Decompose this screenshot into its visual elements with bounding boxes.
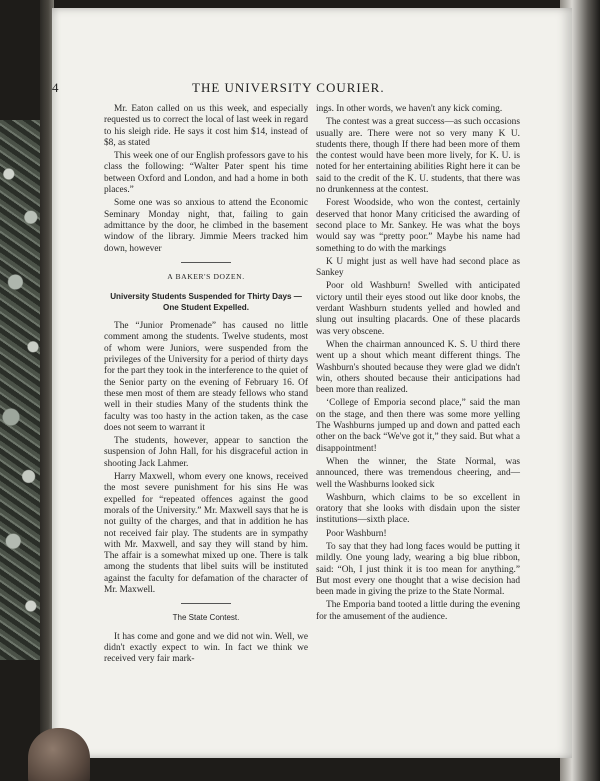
contest-subheading: The State Contest. [172,613,240,623]
contest-paragraph-washburn: Poor old Washburn! Swelled with anticipated victory until their eyes stood out like door knobs, the verdant Washburn students yelled and howled and slung out insulting placards. One of these placards was very obscene. [316,281,520,337]
contest-paragraph-woodside: Forest Woodside, who won the contest, certainly deserved that honor Many criticised the awarding of second place to Mr. Sankey. He was what the boys would say was “pretty poor.” Maybe his name had something to do with the markings [316,198,520,254]
local-seminary-paragraph: Some one was so anxious to attend the Economic Seminary Monday night, that, failing to gain admittance by the door, he climbed in the basement window of the library. Jimmie Meers tracked him down, however [104,198,308,254]
contest-paragraph-second-place: K U might just as well have had second place as Sankey [316,256,520,279]
contest-paragraph-normal: When the winner, the State Normal, was announced, there was tremendous cheering, and—well the Washburns looked sick [316,456,520,490]
article-paragraph-promenade: The “Junior Promenade” has caused no little comment among the students. Twelve students, most of whom were Juniors, were suspended from the privileges of the University for a period of thirty days for the part they took in the interference to the quiet of the Senior party on the evening of February 16. Of these men most of them are steady fellows who stand well in their studies Many of the students think the faculty was too hasty in the action taken, as the case does not seem to warrant it [104,321,308,433]
contest-paragraph-long-faces: To say that they had long faces would be putting it mildly. One young lady, wearing a big blue ribbon, said: “Oh, I just think it is too mean for anything.” But most every one thought that a wise decision had been made in giving the prize to the State Normal. [316,541,520,598]
marbled-binding [0,120,44,660]
contest-paragraph-continued: ings. In other words, we haven't any kick coming. [316,104,503,114]
holding-thumb [28,728,90,781]
contest-paragraph-announcement: When the chairman announced K. S. U third there went up a shout which meant different things. The Washburn's shouted because they were glad we didn't win, others shouted because their anticipations had been more than realized. [316,339,520,396]
page-number: 4 [52,80,59,95]
article-subheading: University Students Suspended for Thirty Days —One Student Expelled. [110,292,302,313]
contest-paragraph-band: The Emporia band tooted a little during the evening for the amusement of the audience. [316,600,520,622]
local-eaton-paragraph: Mr. Eaton called on us this week, and especially requested us to correct the local of last week in regard to his sleigh ride. He says it cost him $14, instead of $8, as stated [104,104,308,148]
right-column [316,104,520,625]
article-paragraph-maxwell: Harry Maxwell, whom every one knows, received the most severe punishment for his sins He was expelled for “repeated offences against the good morals of the University.” Mr. Maxwell says that he is not guilty of the charges, and that in addition he has not received fair play. The students are in sympathy with Mr. Maxwell, and say they will stand by him. The affair is a somewhat mixed up one. There is talk among the students that libel suits will be instituted against the faculty for defamation of the character of Mr. Maxwell. [104,472,308,595]
left-column [104,104,308,667]
contest-paragraph-emporia: ‘College of Emporia second place,” said the man on the stage, and then there was some more yelling The Washburns jumped up and down and patted each other on the back “We've got it,” they said. But what a disappointment! [316,398,520,454]
contest-paragraph-intro: It has come and gone and we did not win. Well, we didn't exactly expect to win. In fact we think we received very fair mark- [104,631,308,665]
running-title: THE UNIVERSITY COURIER. [192,80,385,95]
local-english-paragraph: This week one of our English professors gave to his class the following: “Walter Pater spent his time between Oxford and London, and had a home in both places.” [104,151,308,196]
section-divider [181,262,231,263]
contest-paragraph-poor-washburn: Poor Washburn! [326,528,387,539]
article-title: A BAKER'S DOZEN. [167,271,245,281]
contest-paragraph-success: The contest was a great success—as such occasions usually are. There were not so very many K U. students there, though If there had been more of them the contest would have been more lively, for K. U. is noted for her entertaining abilities Right here it can be said to the credit of the K. U. students, that there was no drunkenness at the contest. [316,117,520,196]
page-header [52,80,512,98]
contest-paragraph-sixth-place: Washburn, which claims to be so excellent in oratory that she looks with disdain upon the sister institutions—sixth place. [316,492,520,526]
article-paragraph-hall: The students, however, appear to sanction the suspension of John Hall, for his disgraceful action in shooting Jack Lahmer. [104,436,308,469]
section-divider [181,603,231,604]
